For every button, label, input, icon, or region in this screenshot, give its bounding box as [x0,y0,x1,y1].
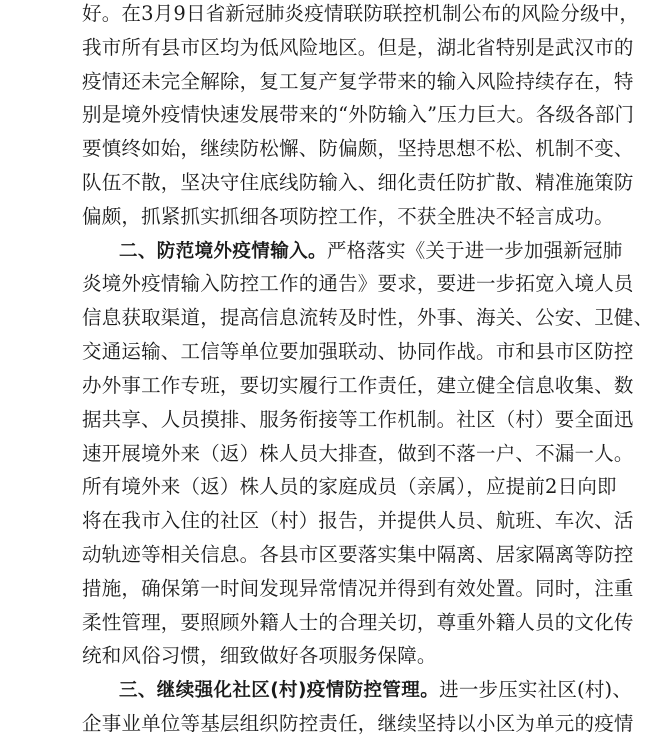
text-line: 信息获取渠道，提高信息流转及时性，外事、海关、公安、卫健、 [82,306,654,329]
paragraph-first-line [119,678,632,703]
paragraph-first-line [119,239,622,264]
text-line: 偏颇，抓紧抓实抓细各项防控工作，不获全胜决不轻言成功。 [82,205,614,228]
text-line: 所有境外来（返）株人员的家庭成员（亲属），应提前2日向即 [82,475,617,498]
text-line: 速开展境外来（返）株人员大排查，做到不落一户、不漏一人。 [82,442,634,465]
text-line: 队伍不散，坚决守住底线防输入、细化责任防扩散、精准施策防 [82,171,634,194]
text-line: 别是境外疫情快速发展带来的“外防输入”压力巨大。各级各部门 [82,103,635,126]
text-line: 炎境外疫情输入防控工作的通告》要求，要进一步拓宽入境人员 [82,272,634,295]
text-span: 严格落实《关于进一步加强新冠肺 [326,239,623,262]
text-line: 交通运输、工信等单位要加强联动、协同作战。市和县市区防控 [82,340,634,363]
text-span: 进一步压实社区(村)、 [439,678,633,701]
section-heading: 二、防范境外疫情输入。 [119,241,327,262]
text-line: 好。在3月9日省新冠肺炎疫情联防联控机制公布的风险分级中， [82,2,640,25]
text-line: 柔性管理，要照顾外籍人士的合理关切，尊重外籍人员的文化传 [82,611,634,634]
text-line: 疫情还未完全解除，复工复产复学带来的输入风险持续存在，特 [82,70,634,93]
text-line: 我市所有县市区均为低风险地区。但是，湖北省特别是武汉市的 [82,36,634,59]
text-line: 据共享、人员摸排、服务衔接等工作机制。社区（村）要全面迅 [82,408,634,431]
text-line: 办外事工作专班，要切实履行工作责任，建立健全信息收集、数 [82,374,634,397]
text-line: 统和风俗习惯，细致做好各项服务保障。 [82,644,437,667]
text-line: 企事业单位等基层组织防控责任，继续坚持以小区为单元的疫情 [82,712,634,735]
text-line: 要慎终如始，继续防松懈、防偏颇，坚持思想不松、机制不变、 [82,137,634,160]
text-line: 措施，确保第一时间发现异常情况并得到有效处置。同时，注重 [82,577,634,600]
section-heading: 三、继续强化社区(村)疫情防控管理。 [119,680,440,701]
text-line: 动轨迹等相关信息。各县市区要落实集中隔离、居家隔离等防控 [82,543,634,566]
text-line: 将在我市入住的社区（村）报告，并提供人员、航班、车次、活 [82,509,634,532]
